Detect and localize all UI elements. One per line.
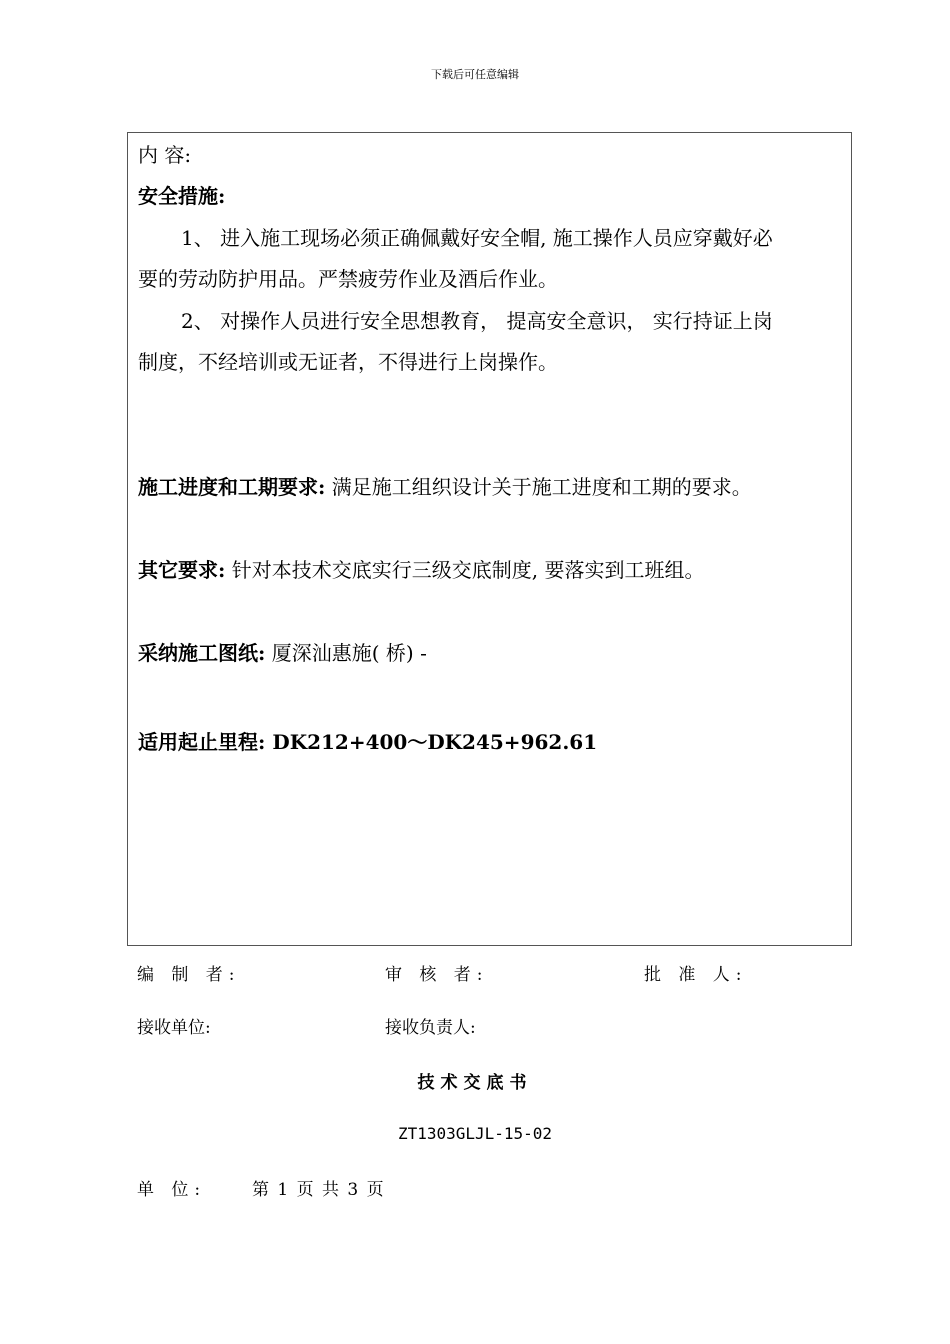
progress-text: 满足施工组织设计关于施工进度和工期的要求。 — [325, 475, 752, 499]
safety-title: 安全措施: — [138, 184, 226, 208]
safety-item-1-line-2: 要的劳动防护用品。严禁疲劳作业及酒后作业。 — [138, 267, 558, 291]
document-code: ZT1303GLJL-15-02 — [397, 1124, 553, 1143]
progress-requirement — [138, 475, 752, 499]
approver-field: 批 准 人: — [644, 965, 748, 985]
other-requirement — [138, 558, 704, 582]
page-info: 第 1 页 共 3 页 — [252, 1180, 384, 1200]
drawing-text: 厦深汕惠施( 桥) - — [265, 641, 427, 665]
reviewer-field: 审 核 者: — [385, 965, 489, 985]
drawing-reference — [138, 641, 427, 665]
safety-item-2-line-1: 2、 对操作人员进行安全思想教育， 提高安全意识， 实行持证上岗 — [181, 309, 773, 333]
mileage-text: DK212+400～DK245+962.61 — [265, 730, 598, 754]
unit-field: 单 位: — [137, 1180, 207, 1200]
receiving-person-field: 接收负责人: — [385, 1018, 476, 1038]
receiving-unit-field: 接收单位: — [137, 1018, 211, 1038]
drawing-label: 采纳施工图纸: — [138, 641, 266, 665]
document-title: 技术交底书 — [417, 1073, 533, 1093]
safety-item-2-line-2: 制度，不经培训或无证者，不得进行上岗操作。 — [138, 350, 558, 374]
compiler-field: 编 制 者: — [137, 965, 241, 985]
progress-label: 施工进度和工期要求: — [138, 475, 326, 499]
mileage-label: 适用起止里程: — [138, 730, 266, 754]
mileage-range — [138, 730, 597, 754]
safety-item-1-line-1: 1、 进入施工现场必须正确佩戴好安全帽, 施工操作人员应穿戴好必 — [181, 226, 773, 250]
other-text: 针对本技术交底实行三级交底制度, 要落实到工班组。 — [225, 558, 705, 582]
page-header: 下载后可任意编辑 — [431, 68, 519, 81]
content-box — [127, 132, 852, 946]
other-label: 其它要求: — [138, 558, 226, 582]
content-label: 内 容: — [138, 143, 192, 167]
